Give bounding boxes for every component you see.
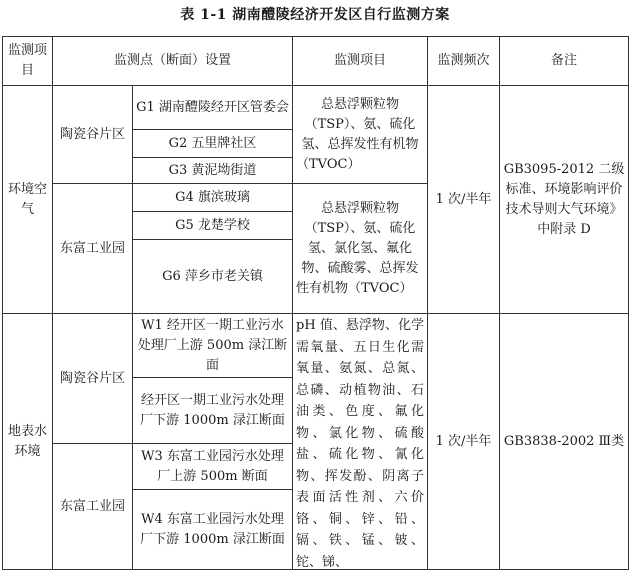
water-factors [293,314,428,570]
air-point-g2: G2 五里牌社区 [133,130,293,158]
water-point-w2: 经开区一期工业污水处理厂下游 1000m 渌江断面 [133,378,293,444]
water-point-w4: W4 东富工业园污水处理厂下游 1000m 渌江断面 [133,490,293,570]
header-note: 备注 [500,37,629,86]
header-item: 监测项目 [3,37,53,86]
air-point-g6: G6 萍乡市老关镇 [133,240,293,314]
water-point-w3: W3 东富工业园污水处理厂上游 500m 断面 [133,444,293,490]
water-note: GB3838-2002 Ⅲ类 [500,314,629,570]
table-row [3,86,629,130]
water-point-w1: W1 经开区一期工业污水处理厂上游 500m 渌江断面 [133,314,293,378]
air-factors-2: 总悬浮颗粒物（TSP）、氨、硫化氢、氯化氢、氟化物、硫酸雾、总挥发性有机物（TVOC） [293,184,428,314]
header-point: 监测点（断面）设置 [53,37,293,86]
table-title: 表 1-1 湖南醴陵经济开发区自行监测方案 [180,7,450,23]
water-factors-text: pH 值、悬浮物、化学需氧量、五日生化需氧量、氨氮、总氮、总磷、动植物油、石油类、色度、氟化物、氯化物、硫酸盐、硫化物、氰化物、挥发酚、阴离子表面活性剂、六价铬、铜、锌、铅、镉、铁、锰、铍、铊、锑、 [296,318,425,569]
air-zone-dongfu: 东富工业园 [53,184,133,314]
air-point-g3: G3 黄泥坳街道 [133,158,293,184]
air-note: GB3095-2012 二级标准、环境影响评价技术导则大气环境》中附录 D [500,86,629,314]
header-frequency: 监测频次 [428,37,500,86]
air-point-g4: G4 旗滨玻璃 [133,184,293,212]
air-point-g5: G5 龙楚学校 [133,212,293,240]
air-item: 环境空气 [3,86,53,314]
header-factor: 监测项目 [293,37,428,86]
air-frequency: 1 次/半年 [428,86,500,314]
air-factors-1: 总悬浮颗粒物（TSP）、氨、硫化氢、总挥发性有机物（TVOC） [293,86,428,184]
monitoring-plan-table [2,36,629,570]
table-row [3,314,629,378]
water-item: 地表水环境 [3,314,53,570]
air-point-g1: G1 湖南醴陵经开区管委会 [133,86,293,130]
water-zone-taocigu: 陶瓷谷片区 [53,314,133,444]
header-row [3,37,629,86]
air-zone-taocigu: 陶瓷谷片区 [53,86,133,184]
water-frequency: 1 次/半年 [428,314,500,570]
water-zone-dongfu: 东富工业园 [53,444,133,570]
